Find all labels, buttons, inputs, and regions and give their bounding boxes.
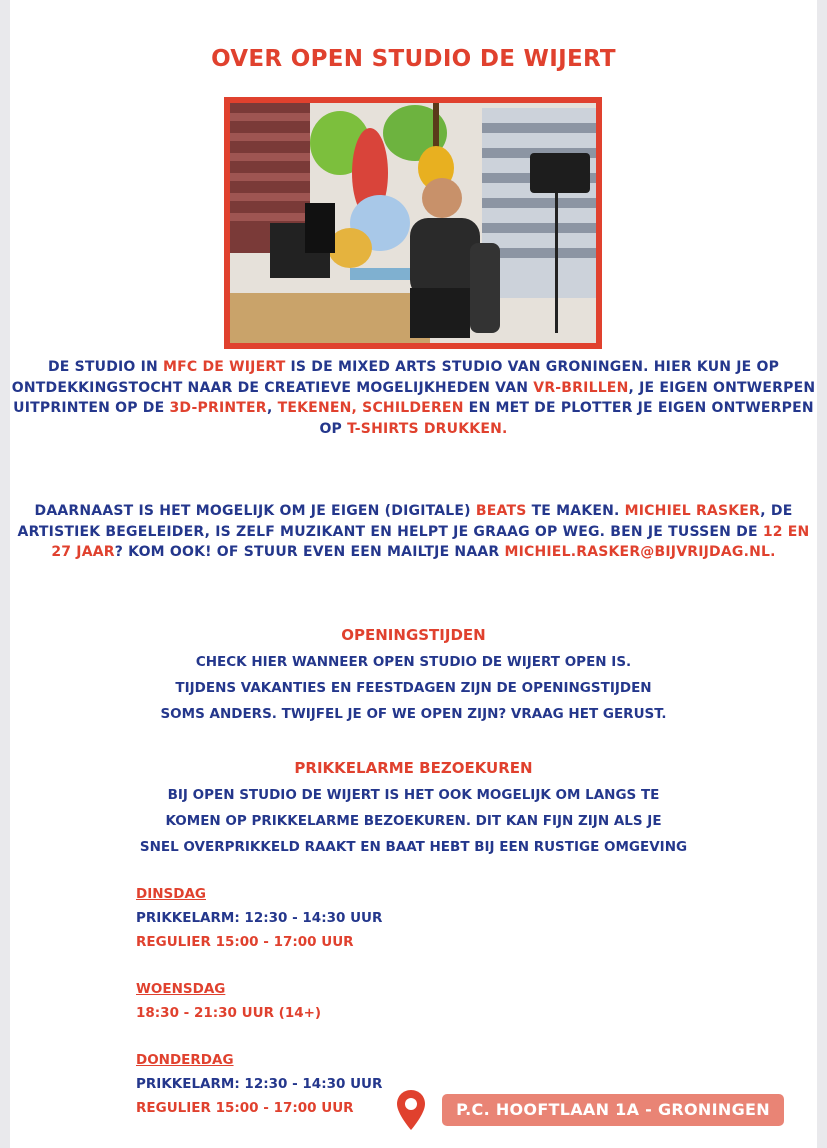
prikkelarm-line-2: KOMEN OP PRIKKELARME BEZOEKUREN. DIT KAN FIJN ZIJN ALS JE	[165, 813, 662, 829]
intro-line-5: SCHILDEREN EN MET DE PLOTTER JE EIGEN ONTWERPEN OP	[319, 400, 814, 437]
page-title: OVER OPEN STUDIO DE WIJERT	[211, 46, 616, 72]
intro-line-2: GRONINGEN. HIER KUN JE OP ONTDEKKINGSTOCHT NAAR DE	[11, 359, 780, 396]
tekenen-highlight: TEKENEN,	[277, 400, 358, 417]
map-pin-icon	[396, 1089, 426, 1131]
donderdag-prikkelarm: PRIKKELARM: 12:30 - 14:30 UUR	[136, 1076, 383, 1092]
beats-line-2: TE MAKEN. MICHIEL RASKER, DE ARTISTIEK BEGELEIDER, IS	[17, 503, 793, 540]
woensdag-hours: 18:30 - 21:30 UUR (14+)	[136, 1005, 322, 1021]
day-dinsdag: DINSDAG	[136, 886, 206, 902]
opening-heading: OPENINGSTIJDEN	[341, 626, 486, 644]
beats-line-5: NAAR MICHIEL.RASKER@BIJVRIJDAG.NL.	[454, 544, 776, 561]
michiel-highlight: MICHIEL RASKER	[624, 503, 761, 519]
beats-line-4: DE 12 EN 27 JAAR? KOM OOK! OF STUUR EVEN EEN MAILTJE	[51, 523, 810, 561]
dinsdag-regulier: REGULIER 15:00 - 17:00 UUR	[136, 934, 354, 950]
opening-line-2: TIJDENS VAKANTIES EN FEESTDAGEN ZIJN DE OPENINGSTIJDEN	[175, 680, 652, 696]
prikkelarm-line-3: SNEL OVERPRIKKELD RAAKT EN BAAT HEBT BIJ EEN RUSTIGE OMGEVING	[139, 839, 688, 855]
beats-highlight: BEATS	[475, 503, 527, 519]
intro-line-1: DE STUDIO IN MFC DE WIJERT IS DE MIXED ARTS STUDIO VAN	[47, 359, 541, 375]
intro-line-3: CREATIEVE MOGELIJKHEDEN VAN VR-BRILLEN, JE EIGEN	[264, 379, 708, 396]
day-woensdag: WOENSDAG	[136, 981, 226, 997]
printer-highlight: 3D-PRINTER	[169, 400, 268, 417]
mfc-highlight: MFC DE WIJERT	[163, 359, 286, 375]
prikkelarm-heading: PRIKKELARME BEZOEKUREN	[294, 759, 533, 777]
dinsdag-prikkelarm: PRIKKELARM: 12:30 - 14:30 UUR	[136, 910, 383, 926]
beats-line-1: DAARNAAST IS HET MOGELIJK OM JE EIGEN (DIGITALE) BEATS	[34, 503, 527, 519]
studio-photo-illustration	[230, 103, 596, 343]
donderdag-regulier: REGULIER 15:00 - 17:00 UUR	[136, 1100, 354, 1116]
opening-line-1: CHECK HIER WANNEER OPEN STUDIO DE WIJERT OPEN IS.	[195, 654, 632, 670]
beats-line-3: ZELF MUZIKANT EN HELPT JE GRAAG OP WEG. BEN JE TUSSEN	[235, 523, 732, 540]
vr-highlight: VR-BRILLEN	[533, 379, 629, 396]
intro-line-6: T-SHIRTS DRUKKEN.	[347, 420, 508, 437]
intro-paragraph	[10, 357, 817, 439]
studio-photo	[224, 97, 602, 349]
beats-paragraph	[10, 501, 817, 563]
prikkelarm-line-1: BIJ OPEN STUDIO DE WIJERT IS HET OOK MOGELIJK OM LANGS TE	[167, 787, 660, 803]
email-link[interactable]: MICHIEL.RASKER@BIJVRIJDAG.NL.	[504, 544, 776, 561]
schilderen-highlight: SCHILDEREN	[362, 400, 464, 417]
age-highlight: 12 EN 27 JAAR	[51, 523, 810, 561]
day-donderdag: DONDERDAG	[136, 1052, 234, 1068]
intro-line-4: ONTWERPEN UITPRINTEN OP DE 3D-PRINTER, TEKENEN,	[13, 379, 816, 417]
flyer-page	[10, 0, 817, 1148]
address-badge: P.C. HOOFTLAAN 1A - GRONINGEN	[442, 1094, 784, 1126]
opening-line-3: SOMS ANDERS. TWIJFEL JE OF WE OPEN ZIJN? VRAAG HET GERUST.	[160, 706, 667, 722]
